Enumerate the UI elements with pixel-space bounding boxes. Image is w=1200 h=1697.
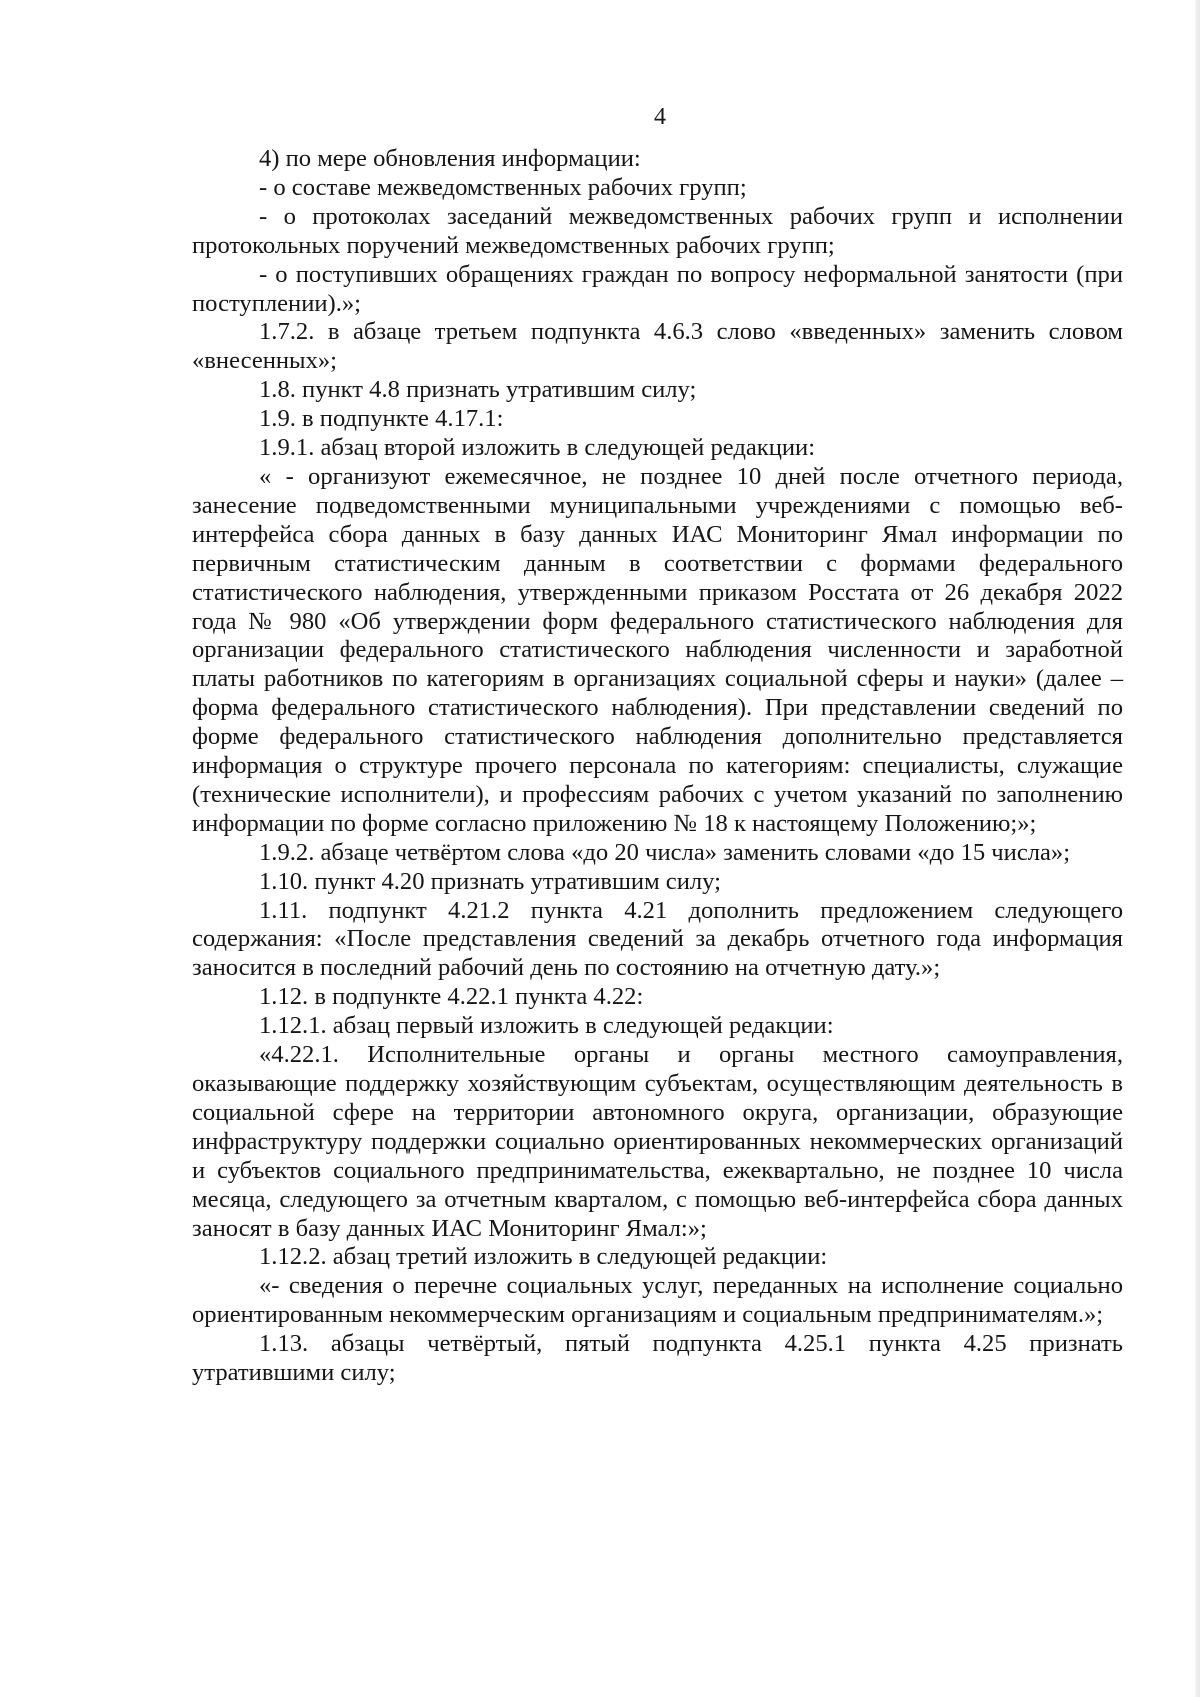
paragraph-1-9: 1.9. в подпункте 4.17.1:	[259, 405, 504, 433]
paragraph-4-info-update: 4) по мере обновления информации:	[259, 145, 641, 172]
paragraph-1-7-2: 1.7.2. в абзаце третьем подпункта 4.6.3 слово «введенных» заменить словом «внесенных»;	[192, 318, 1123, 375]
paragraph-monthly-entry-quote: « - организуют ежемесячное, не позднее 10 дней после отчетного периода, занесение подведомственными муниципальными учреждениями с помощью веб-интерфейса сбора данных в базу данных ИАС Мониторинг Ямал информации по первичным статистическим данным в соответствии с формами федерального статистического наблюдения, утвержденными приказом Росстата от 26 декабря 2022 года № 980 «Об утверждении форм федерального статистического наблюдения для организации федерального статистического наблюдения численности и заработной платы работников по категориям в организациях социальной сферы и науки» (далее – форма федерального статистического наблюдения). При представлении сведений по форме федерального статистического наблюдения дополнительно представляется информация о структуре прочего персонала по категориям: специалисты, служащие (технические исполнители), и профессиям рабочих с учетом указаний по заполнению информации по форме согласно приложению № 18 к настоящему Положению;»;	[192, 462, 1123, 837]
document-body	[192, 145, 1123, 1388]
paragraph-1-11: 1.11. подпункт 4.21.2 пункта 4.21 дополнить предложением следующего содержания: «После представления сведений за декабрь отчетного года информация заносится в последний рабочий день по состоянию на отчетную дату.»;	[192, 896, 1123, 982]
paragraph-1-10: 1.10. пункт 4.20 признать утратившим силу;	[259, 867, 721, 895]
paragraph-citizen-appeals: - о поступивших обращениях граждан по вопросу неформальной занятости (при поступлении).»;	[192, 260, 1123, 317]
paragraph-1-12-2: 1.12.2. абзац третий изложить в следующей редакции:	[259, 1243, 828, 1271]
paragraph-1-9-2: 1.9.2. абзаце четвёртом слова «до 20 числа» заменить словами «до 15 числа»;	[259, 838, 1071, 866]
paragraph-1-12-1: 1.12.1. абзац первый изложить в следующей редакции:	[259, 1012, 834, 1040]
paragraph-social-services-quote: «- сведения о перечне социальных услуг, переданных на исполнение социально ориентированным некоммерческим организациям и социальным предпринимателям.»;	[192, 1272, 1123, 1329]
page-edge-shadow	[1195, 0, 1200, 1697]
paragraph-4-22-1-quote: «4.22.1. Исполнительные органы и органы местного самоуправления, оказывающие поддержку хозяйствующим субъектам, осуществляющим деятельность в социальной сфере на территории автономного округа, организации, образующие инфраструктуру поддержки социально ориентированных некоммерческих организаций и субъектов социального предпринимательства, ежеквартально, не позднее 10 числа месяца, следующего за отчетным кварталом, с помощью веб-интерфейса сбора данных заносят в базу данных ИАС Мониторинг Ямал:»;	[192, 1041, 1123, 1242]
paragraph-1-12: 1.12. в подпункте 4.22.1 пункта 4.22:	[259, 983, 644, 1011]
paragraph-1-8: 1.8. пункт 4.8 признать утратившим силу;	[259, 376, 697, 404]
paragraph-1-13: 1.13. абзацы четвёртый, пятый подпункта 4.25.1 пункта 4.25 признать утратившими силу;	[192, 1330, 1123, 1387]
paragraph-working-groups-composition: - о составе межведомственных рабочих групп;	[259, 173, 747, 201]
page-number: 4	[654, 104, 666, 130]
paragraph-1-9-1: 1.9.1. абзац второй изложить в следующей редакции:	[259, 434, 816, 462]
paragraph-working-groups-protocols: - о протоколах заседаний межведомственных рабочих групп и исполнении протокольных поручений межведомственных рабочих групп;	[192, 202, 1123, 259]
